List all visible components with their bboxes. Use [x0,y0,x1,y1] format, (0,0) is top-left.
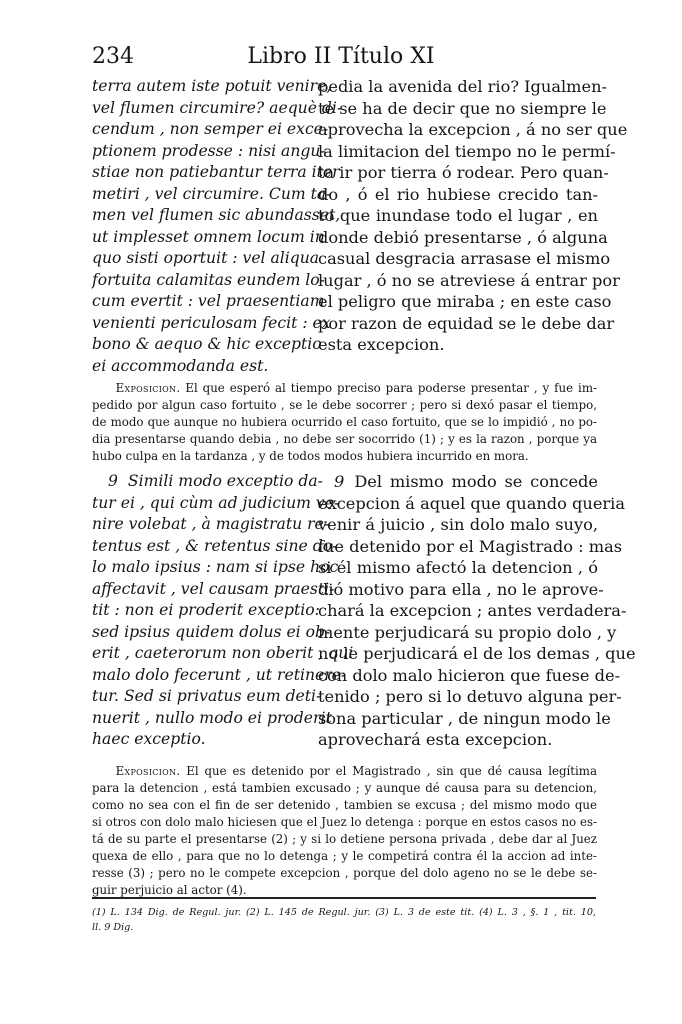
page-number: 234 [92,44,134,69]
spanish-text-line: lugar , ó no se atreviese á entrar por [318,270,620,290]
latin-text-line: tur. Sed si privatus eum deti- [92,687,322,705]
exposicion-1-line: hubo culpa en la tardanza , y de todos modos hubiera incurrido en mora. [92,449,529,463]
exposicion-2 [92,763,597,899]
latin-text-line: lo malo ipsius : nam si ipse hoc [92,558,339,576]
latin-text-line: metiri , vel circumire. Cum ta- [92,184,332,203]
exposicion-1-label: Exposicion. [115,381,181,395]
latin-text-line: erit , caeterorum non oberit , qui [92,644,354,662]
latin-paragraph-9-first-line [92,471,323,493]
exposicion-1 [92,380,597,465]
latin-text-line: bono & aequo & hic exceptio [92,335,322,353]
latin-text-line: quo sisti oportuit : vel aliqua [92,249,320,267]
exposicion-2-line: como no sea con el fin de ser detenido , tambien se excusa ; del mismo modo que [92,798,597,812]
latin-column-1 [92,76,343,377]
latin-text-line: stiae non patiebantur terra iter [92,163,340,181]
spanish-text-line: fue detenido por el Magistrado : mas [318,536,623,556]
footnote-line: ll. 9 Dig. [92,922,134,933]
running-title: Libro II Título XI [247,44,435,69]
page-header [92,44,590,72]
footnote-line: (1) L. 134 Dig. de Regul. jur. (2) L. 145 de Regul. jur. (3) L. 3 de este tit. (4) L. 3 , §. 1 , tit. 10, [92,907,596,918]
latin-text-line: tentus est , & retentus sine do- [92,536,338,555]
spanish-text-line: por razon de equidad se le debe dar [318,313,615,333]
latin-text-line: vel flumen circumire? aequè di- [92,98,343,117]
exposicion-2-line: tá de su parte el presentarse (2) ; y si lo detiene persona privada , debe dar al Juez [92,832,597,846]
spanish-text-line: chará la excepcion ; antes verdadera- [318,601,627,620]
spanish-text-line: te se ha de decir que no siempre le [318,98,607,118]
exposicion-1-text: El que esperó al tiempo preciso para poderse presentar , y fue im- [185,381,597,395]
spanish-text-line: si él mismo afectó la detencion , ó [318,558,598,577]
latin-text-line: cum evertit : vel praesentiam [92,292,325,310]
spanish-text-line: donde debió presentarse , ó alguna [318,227,608,247]
paragraph-number: 9 [108,472,118,490]
spanish-paragraph-9-first-text: Del mismo modo se concede [354,472,598,491]
latin-text-line: terra autem iste potuit venire, [92,77,332,95]
latin-text-line: nuerit , nullo modo ei proderit [92,708,332,727]
spanish-text-line: con dolo malo hicieron que fuese de- [318,665,621,685]
latin-text-line: tur ei , qui cùm ad judicium ve- [92,493,340,512]
paragraph-number: 9 [334,472,345,491]
spanish-text-line: casual desgracia arrasase el mismo [318,249,611,268]
spanish-text-line: el peligro que miraba ; en este caso [318,292,612,311]
exposicion-2-label: Exposicion. [115,764,181,778]
spanish-text-line: excepcion á aquel que quando queria [318,493,625,513]
latin-text-line: venienti periculosam fecit : ex [92,313,331,332]
latin-text-line: cendum , non semper ei exce- [92,120,329,138]
latin-text-line: nire volebat , à magistratu re- [92,515,330,533]
spanish-text-line: la limitacion del tiempo no le permí- [318,141,616,161]
exposicion-2-line: quexa de ello , para que no lo detenga ; y le competirá contra él la accion ad inte- [92,849,597,863]
latin-text-line: fortuita calamitas eundem lo- [92,270,325,289]
exposicion-1-line [92,380,597,397]
exposicion-1-line: de modo que aunque no hubiera ocurrido el caso fortuito, que se lo impidió , no po- [92,415,597,429]
spanish-text-line: esta excepcion. [318,335,445,354]
spanish-text-line: no le perjudicará el de los demas , que [318,644,636,663]
spanish-text-line: aprovecha la excepcion , á no ser que [318,120,628,139]
spanish-text-line: mente perjudicará su propio dolo , y [318,622,617,642]
latin-text-line: tit : non ei proderit exceptio: [92,601,320,619]
latin-text-line: ei accommodanda est. [92,356,269,375]
footnotes [92,905,596,935]
latin-text-line: haec exceptio. [92,730,206,748]
exposicion-2-line: si otros con dolo malo hiciesen que el Juez lo detenga : porque en estos casos no es- [92,815,597,829]
spanish-text-line: do , ó el rio hubiese crecido tan- [318,184,598,204]
latin-text-line: sed ipsius quidem dolus ei ob- [92,622,331,641]
exposicion-2-line: guir perjuicio al actor (4). [92,883,247,897]
latin-paragraph-9-first-text: Simili modo exceptio da- [127,472,323,490]
latin-text-line: malo dolo fecerunt , ut retinere- [92,665,347,684]
spanish-text-line: ta ir por tierra ó rodear. Pero quan- [318,163,609,182]
latin-text-line: ptionem prodesse : nisi angu- [92,141,326,160]
spanish-text-line: dió motivo para ella , no le aprove- [318,579,604,599]
exposicion-1-line: pedido por algun caso fortuito , se le debe socorrer ; pero si dexó pasar el tiempo, [92,398,597,412]
spanish-column-1 [318,76,628,356]
latin-text-line: men vel flumen sic abundasset, [92,206,341,224]
exposicion-1-line: dia presentarse quando debia , no debe ser socorrido (1) ; y es la razon , porque ya [92,432,597,446]
exposicion-2-text: El que es detenido por el Magistrado , sin que dé causa legítima [186,764,598,778]
spanish-text-line: to que inundase todo el lugar , en [318,206,598,225]
spanish-text-line: sona particular , de ningun modo le [318,708,611,728]
spanish-text-line: pedia la avenida del rio? Igualmen- [318,77,607,96]
exposicion-2-line: resse (3) ; pero no le compete excepcion , porque del dolo ageno no se le debe se- [92,866,597,880]
latin-text-line: ut implesset omnem locum in [92,227,325,246]
spanish-column-2 [318,471,636,751]
latin-column-2 [92,471,354,751]
spanish-text-line: tenido ; pero si lo detuvo alguna per- [318,687,622,706]
exposicion-2-line [92,763,597,780]
spanish-paragraph-9-first-line [318,471,598,493]
latin-text-line: affectavit , vel causam praesti- [92,579,335,598]
spanish-text-line: venir á juicio , sin dolo malo suyo, [318,515,598,534]
footnote-rule [92,897,596,899]
exposicion-2-line: para la detencion , está tambien excusado ; y aunque dé causa para su detencion, [92,781,597,795]
spanish-text-line: aprovechará esta excepcion. [318,730,553,749]
